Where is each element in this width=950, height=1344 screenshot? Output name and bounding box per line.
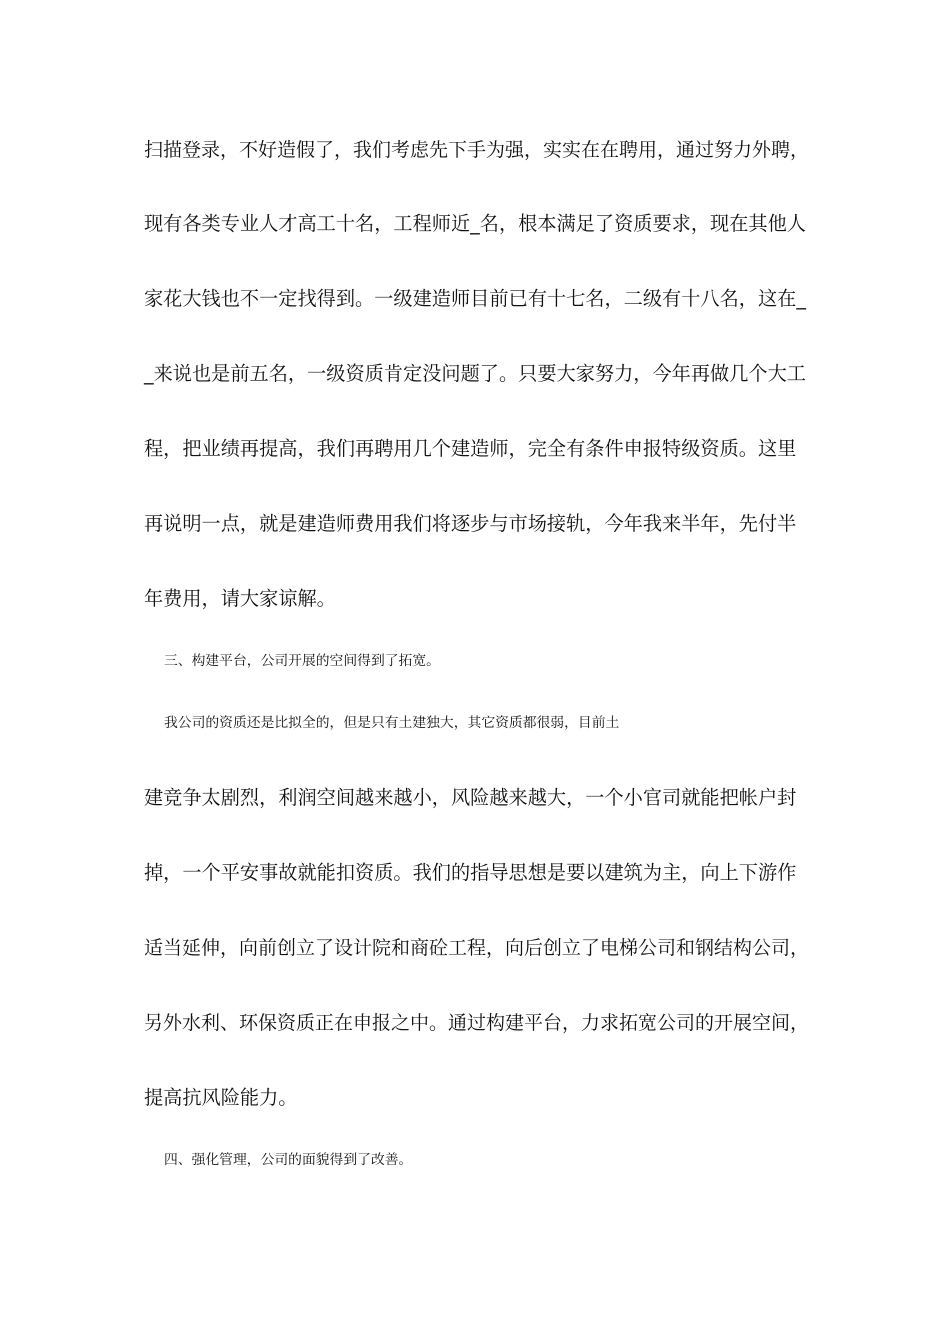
section-heading-3: 三、构建平台，公司开展的空间得到了拓宽。	[164, 653, 440, 669]
paragraph-line-2: 现有各类专业人才高工十名，工程师近_名，根本满足了资质要求，现在其他人	[144, 212, 806, 235]
paragraph-line-8: 我公司的资质还是比拟全的，但是只有土建独大，其它资质都很弱，目前土	[164, 715, 620, 731]
paragraph-line-13: 提高抗风险能力。	[144, 1086, 298, 1109]
paragraph-line-7: 年费用，请大家谅解。	[144, 587, 336, 610]
paragraph-line-1: 扫描登录，不好造假了，我们考虑先下手为强，实实在在聘用，通过努力外聘，	[144, 139, 810, 161]
paragraph-line-12: 另外水利、环保资质正在申报之中。通过构建平台，力求拓宽公司的开展空间，	[144, 1012, 810, 1034]
paragraph-line-11: 适当延伸，向前创立了设计院和商砼工程，向后创立了电梯公司和钢结构公司，	[144, 937, 810, 959]
paragraph-line-3: 家花大钱也不一定找得到。一级建造师目前已有十七名，二级有十八名，这在_	[144, 287, 806, 310]
paragraph-line-5: 程，把业绩再提高，我们再聘用几个建造师，完全有条件申报特级资质。这里	[144, 437, 797, 460]
paragraph-line-6: 再说明一点，就是建造师费用我们将逐步与市场接轨，今年我来半年，先付半	[144, 512, 797, 535]
paragraph-line-4: _来说也是前五名，一级资质肯定没问题了。只要大家努力，今年再做几个大工	[144, 362, 806, 385]
section-heading-4: 四、强化管理，公司的面貌得到了改善。	[164, 1152, 413, 1168]
paragraph-line-10: 掉，一个平安事故就能扣资质。我们的指导思想是要以建筑为主，向上下游作	[144, 861, 797, 884]
paragraph-line-9: 建竞争太剧烈，利润空间越来越小，风险越来越大，一个小官司就能把帐户封	[144, 786, 797, 809]
